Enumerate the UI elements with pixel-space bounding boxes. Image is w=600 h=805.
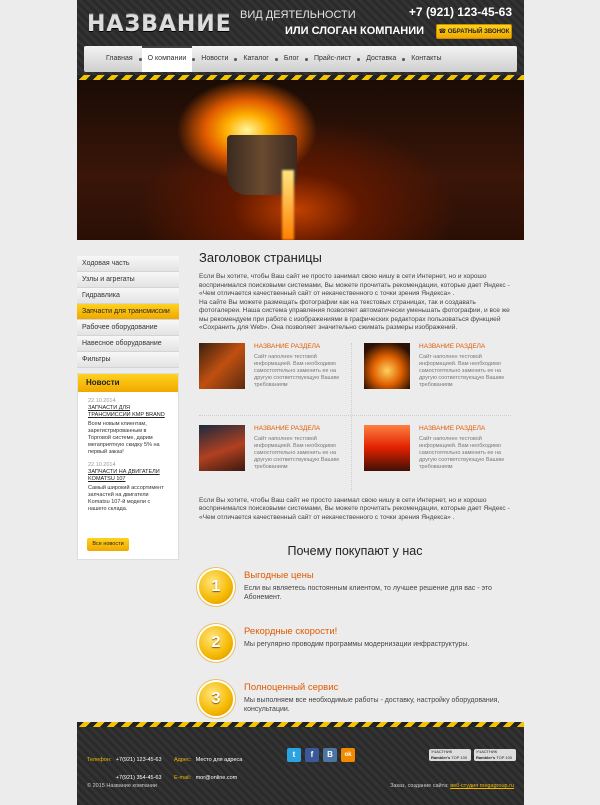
counter-brand: Rambler's	[431, 755, 451, 760]
footer-contacts	[174, 748, 242, 784]
address-value: Место для адреса	[195, 757, 243, 763]
section-card[interactable]	[364, 425, 514, 485]
footer	[77, 722, 524, 805]
news-item	[78, 456, 178, 513]
header-phone: +7 (921) 123-45-63	[408, 5, 512, 19]
hero-banner	[77, 80, 524, 240]
section-thumbnail[interactable]	[364, 425, 410, 471]
counter-label: УЧАСТНИК	[431, 749, 453, 754]
tagline-activity: ВИД ДЕЯТЕЛЬНОСТИ	[240, 9, 356, 21]
section-card-title[interactable]: НАЗВАНИЕ РАЗДЕЛА	[419, 424, 486, 432]
news-text: Всем новым клиентам, зарегистрированным в Торговой системе, дарим мегаприятную скидку 5% на первый заказ!	[88, 421, 160, 455]
section-card-title[interactable]: НАЗВАНИЕ РАЗДЕЛА	[254, 342, 321, 350]
nav-delivery[interactable]: Доставка	[366, 55, 397, 62]
phone-value: +7(921) 354-45-63	[115, 775, 162, 781]
counter-num: TOP 100	[451, 755, 468, 760]
logo[interactable]: НАЗВАНИЕ	[87, 12, 232, 37]
number-badge: 1	[199, 570, 233, 604]
intro-paragraph: Если Вы хотите, чтобы Ваш сайт не просто занимал свою нишу в сети Интернет, но и хорошо воспринимался поисковыми системами, Вы можете прочитать рекомендации, которые дает Яндекс - «Чем отличается качественный сайт от некачественного с точки зрения Яндекса» .	[199, 273, 510, 297]
sidebar-item-hydraulics[interactable]: Гидравлика	[77, 288, 179, 304]
reason-item	[199, 570, 511, 618]
hazard-stripe	[77, 722, 524, 727]
section-thumbnail[interactable]	[199, 343, 245, 389]
number-badge: 3	[199, 682, 233, 716]
section-card[interactable]	[199, 425, 349, 485]
outro-paragraph: Если Вы хотите, чтобы Ваш сайт не просто занимал свою нишу в сети Интернет, но и хорошо воспринимался поисковыми системами, Вы можете прочитать рекомендации, которые дает Яндекс - «Чем отличается качественный сайт от некачественного с точки зрения Яндекса» .	[199, 496, 510, 521]
rambler-counter[interactable]	[474, 749, 516, 761]
rambler-counter[interactable]	[429, 749, 471, 761]
news-link[interactable]: ЗАПЧАСТИ НА ДВИГАТЕЛИ KOMATSU 107	[88, 469, 160, 482]
odnoklassniki-icon[interactable]: ok	[341, 748, 355, 762]
copyright: © 2015 Название компании	[87, 783, 157, 789]
why-title: Почему покупают у нас	[287, 544, 423, 558]
address-label: Адрес:	[174, 757, 192, 763]
nav-blog[interactable]: Блог	[283, 55, 299, 62]
social-links	[287, 748, 355, 762]
nav-about[interactable]: О компании	[142, 46, 193, 72]
tagline-slogan: ИЛИ СЛОГАН КОМПАНИИ	[285, 25, 425, 37]
hero-molten-metal	[282, 170, 294, 240]
nav-catalog[interactable]: Каталог	[243, 55, 269, 62]
nav-contacts[interactable]: Контакты	[411, 55, 442, 62]
sidebar-item-attachments[interactable]: Навесное оборудование	[77, 336, 179, 352]
section-thumbnail[interactable]	[199, 425, 245, 471]
section-card-title[interactable]: НАЗВАНИЕ РАЗДЕЛА	[419, 342, 486, 350]
email-link[interactable]: mor@online.com	[195, 775, 238, 781]
news-date: 22.10.2014	[88, 398, 116, 404]
news-item	[78, 392, 178, 456]
sidebar-item-transmission[interactable]: Запчасти для трансмиссии	[77, 304, 179, 320]
reason-text: Мы регулярно проводим программы модернизации инфраструктуры.	[244, 641, 470, 648]
news-date: 22.10.2014	[88, 462, 116, 468]
main-nav	[84, 46, 517, 72]
header	[77, 0, 524, 80]
sidebar-item-filters[interactable]: Фильтры	[77, 352, 179, 368]
section-card-text: Сайт наполнен тестовой информацией. Вам необходимо самостоятельно заменить ее на другую соответствующую Вашим требованиям	[254, 435, 339, 470]
nav-pricelist[interactable]: Прайс-лист	[313, 55, 352, 62]
news-title: Новости	[78, 374, 178, 392]
twitter-icon[interactable]: t	[287, 748, 301, 762]
made-by	[390, 783, 514, 789]
section-card[interactable]	[199, 343, 349, 403]
section-card-title[interactable]: НАЗВАНИЕ РАЗДЕЛА	[254, 424, 321, 432]
callback-button[interactable]	[436, 24, 512, 39]
section-thumbnail[interactable]	[364, 343, 410, 389]
nav-news[interactable]: Новости	[201, 55, 229, 62]
phone-label: Телефон:	[87, 757, 112, 763]
section-grid	[199, 343, 511, 491]
section-card-text: Сайт наполнен тестовой информацией. Вам необходимо самостоятельно заменить ее на другую соответствующую Вашим требованиям	[419, 353, 504, 388]
reason-title: Рекордные скорости!	[244, 626, 338, 637]
made-by-link[interactable]: веб-студия megagroup.ru	[450, 783, 514, 789]
reason-title: Выгодные цены	[244, 570, 314, 581]
grid-divider	[351, 343, 352, 491]
phone-value: +7(921) 123-45-63	[115, 757, 162, 763]
made-by-label: Заказ, создание сайта:	[390, 783, 449, 789]
news-widget	[77, 373, 179, 560]
sidebar-item-chassis[interactable]: Ходовая часть	[77, 256, 179, 272]
counter-label: УЧАСТНИК	[476, 749, 498, 754]
number-badge: 2	[199, 626, 233, 660]
phone-icon: ☎	[438, 29, 448, 35]
reason-text: Мы выполняем все необходимые работы - доставку, настройку оборудования, консультации.	[244, 697, 500, 713]
news-text: Самый широкий ассортимент запчастей на двигатели Komatsu 107-й модели с нашего склада.	[88, 485, 164, 512]
counter-brand: Rambler's	[476, 755, 496, 760]
reason-title: Полноценный сервис	[244, 682, 339, 693]
sidebar-item-units[interactable]: Узлы и агрегаты	[77, 272, 179, 288]
facebook-icon[interactable]: f	[305, 748, 319, 762]
counter-num: TOP 100	[496, 755, 513, 760]
sidebar	[77, 256, 179, 560]
intro-paragraph-2: На сайте Вы можете размещать фотографии как на текстовых страницах, так и создавать фотогалереи. Наша система управления позволяет автоматически уменьшать фотографии, и все же мы рекомендуем при работе с изображениями в графических редакторах пользоваться функцией «Сохранить для Web». Она позволяет значительно сжимать размеры изображений.	[199, 298, 510, 331]
vk-icon[interactable]: B	[323, 748, 337, 762]
callback-label: ОБРАТНЫЙ ЗВОНОК	[447, 29, 510, 35]
page-title: Заголовок страницы	[199, 250, 322, 265]
section-card-text: Сайт наполнен тестовой информацией. Вам необходимо самостоятельно заменить ее на другую соответствующую Вашим требованиям	[254, 353, 339, 388]
news-link[interactable]: ЗАПЧАСТИ ДЛЯ ТРАНСМИССИИ KMP BRAND	[88, 405, 165, 418]
nav-home[interactable]: Главная	[106, 55, 133, 62]
reason-item	[199, 626, 511, 674]
section-card-text: Сайт наполнен тестовой информацией. Вам необходимо самостоятельно заменить ее на другую соответствующую Вашим требованиям	[419, 435, 504, 470]
email-label: E-mail:	[174, 775, 192, 781]
main-content	[199, 250, 511, 730]
grid-divider	[199, 415, 511, 416]
all-news-button[interactable]: Все новости	[87, 538, 129, 551]
reason-text: Если вы являетесь постоянным клиентом, то лучшее решение для вас - это Абонемент.	[244, 585, 492, 601]
sidebar-item-work-equipment[interactable]: Рабочее оборудование	[77, 320, 179, 336]
section-card[interactable]	[364, 343, 514, 403]
footer-phones	[87, 748, 162, 784]
